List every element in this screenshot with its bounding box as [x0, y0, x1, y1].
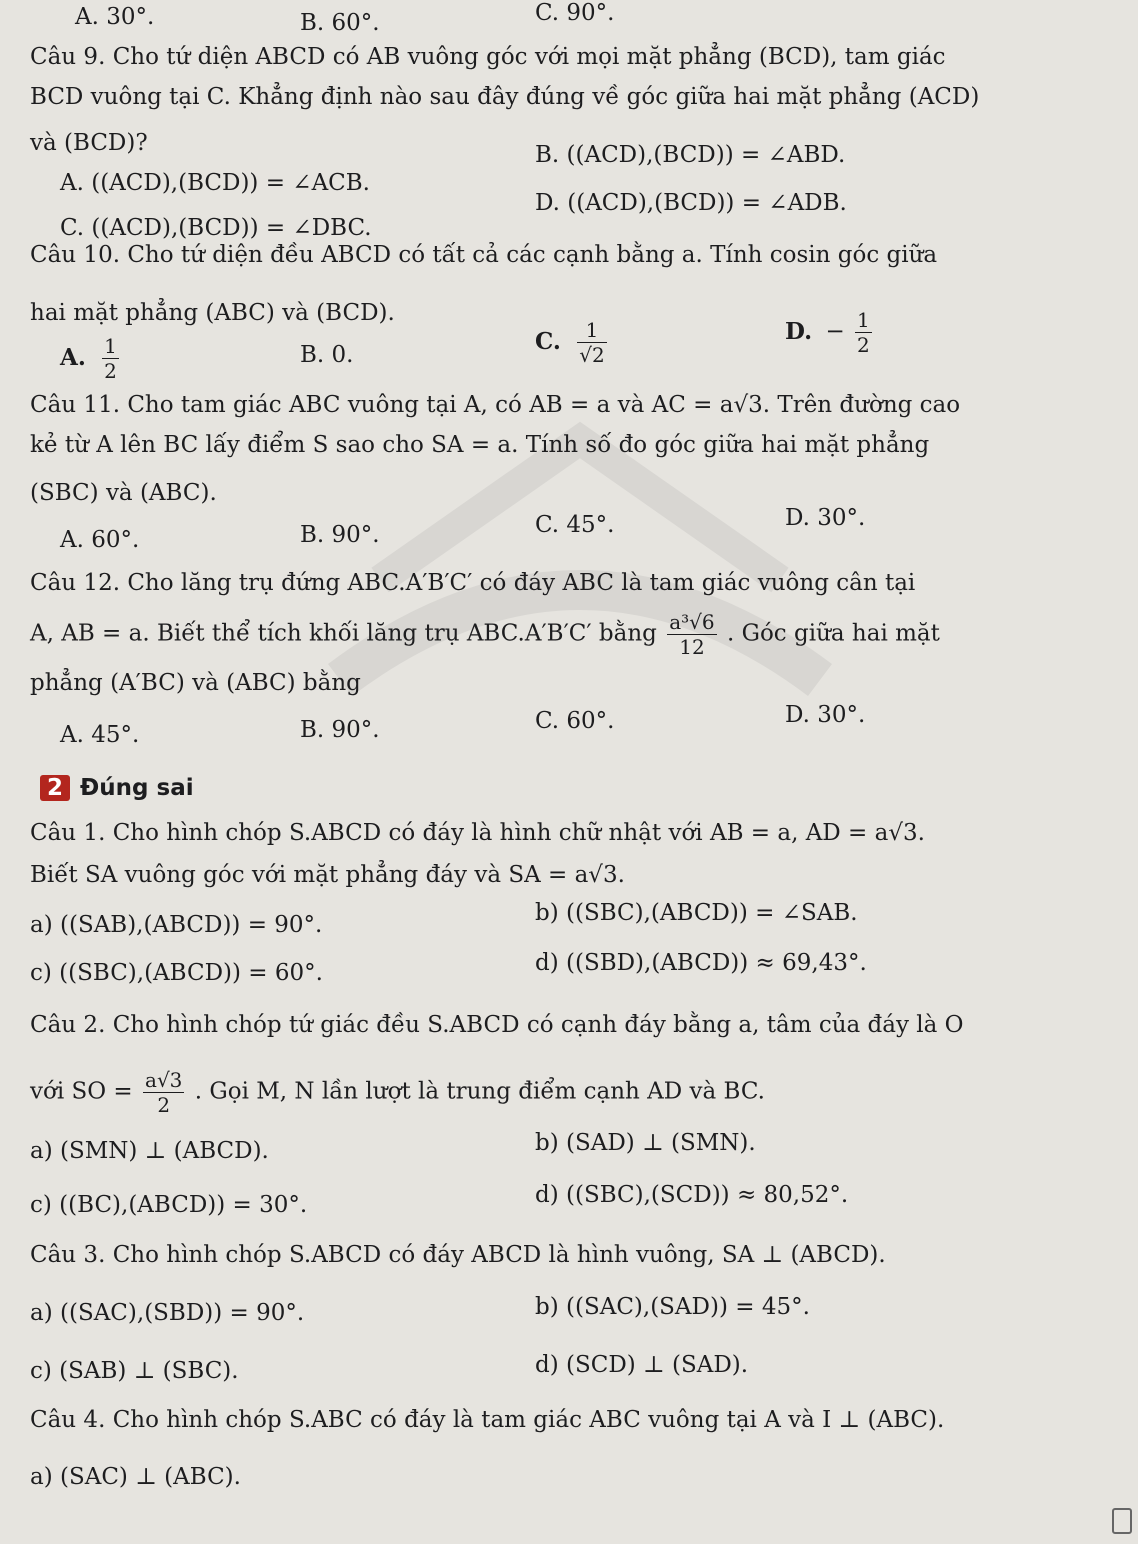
q10-option-d-sign: − — [825, 318, 845, 345]
p2-statement-b: b) (SAD) ⊥ (SMN). — [535, 1130, 756, 1156]
p3-line-1: Câu 3. Cho hình chóp S.ABCD có đáy ABCD là hình vuông, SA ⊥ (ABCD). — [30, 1242, 886, 1268]
q12-volume-fraction — [667, 612, 716, 657]
section-title: Đúng sai — [80, 775, 194, 801]
p1-statement-c: c) ((SBC),(ABCD)) = 60°. — [30, 960, 323, 986]
q10-option-a-label: A. — [60, 343, 86, 371]
fraction-numerator: a√3 — [145, 1068, 183, 1092]
q10-line-2: hai mặt phẳng (ABC) và (BCD). — [30, 300, 395, 326]
q8-option-b: B. 60°. — [300, 10, 380, 36]
p4-statement-a: a) (SAC) ⊥ (ABC). — [30, 1464, 241, 1490]
p1-statement-a: a) ((SAB),(ABCD)) = 90°. — [30, 912, 323, 938]
q11-line-1: Câu 11. Cho tam giác ABC vuông tại A, có AB = a và AC = a√3. Trên đường cao — [30, 392, 961, 418]
q10-option-a-fraction — [102, 336, 119, 381]
p2-statement-d: d) ((SBC),(SCD)) ≈ 80,52°. — [535, 1182, 849, 1208]
fraction-denominator: 2 — [104, 359, 117, 383]
q12-line-3: phẳng (A′BC) và (ABC) bằng — [30, 670, 361, 696]
q10-option-d-fraction — [855, 310, 872, 355]
p2-statement-c: c) ((BC),(ABCD)) = 30°. — [30, 1192, 308, 1218]
fraction-denominator: 2 — [157, 1093, 171, 1117]
q11-option-a: A. 60°. — [60, 527, 140, 553]
p3-statement-c: c) (SAB) ⊥ (SBC). — [30, 1358, 239, 1384]
q9-option-c: C. ((ACD),(BCD)) = ∠DBC. — [60, 215, 372, 241]
q9-option-b: B. ((ACD),(BCD)) = ∠ABD. — [535, 142, 846, 168]
q8-option-a: A. 30°. — [75, 4, 155, 30]
p3-statement-b: b) ((SAC),(SAD)) = 45°. — [535, 1294, 810, 1320]
p3-statement-d: d) (SCD) ⊥ (SAD). — [535, 1352, 749, 1378]
q11-option-b: B. 90°. — [300, 522, 380, 548]
q11-option-c: C. 45°. — [535, 512, 615, 538]
q12-line-2-text-end: . Góc giữa hai mặt — [726, 620, 940, 647]
q9-line-2: BCD vuông tại C. Khẳng định nào sau đây đúng về góc giữa hai mặt phẳng (ACD) — [30, 84, 980, 110]
q12-line-1: Câu 12. Cho lăng trụ đứng ABC.A′B′C′ có đáy ABC là tam giác vuông cân tại — [30, 570, 916, 596]
q10-option-c-fraction — [577, 320, 606, 365]
fraction-numerator: 1 — [104, 334, 117, 358]
scan-icon — [1112, 1508, 1132, 1534]
fraction-numerator: a³√6 — [669, 610, 715, 634]
p2-so-fraction — [143, 1070, 184, 1115]
p2-line-2-text: với SO = — [30, 1078, 133, 1105]
q9-option-a: A. ((ACD),(BCD)) = ∠ACB. — [60, 170, 370, 196]
fraction-denominator: 12 — [679, 635, 705, 659]
q9-option-d: D. ((ACD),(BCD)) = ∠ADB. — [535, 190, 847, 216]
q10-option-c — [535, 320, 610, 365]
p1-line-1: Câu 1. Cho hình chóp S.ABCD có đáy là hình chữ nhật với AB = a, AD = a√3. — [30, 820, 925, 846]
q8-option-c: C. 90°. — [535, 0, 615, 26]
section-header — [40, 775, 194, 801]
p1-statement-d: d) ((SBD),(ABCD)) ≈ 69,43°. — [535, 950, 867, 976]
q12-option-c: C. 60°. — [535, 708, 615, 734]
p1-statement-b: b) ((SBC),(ABCD)) = ∠SAB. — [535, 900, 858, 926]
q9-line-3: và (BCD)? — [30, 130, 148, 156]
q9-line-1: Câu 9. Cho tứ diện ABCD có AB vuông góc với mọi mặt phẳng (BCD), tam giác — [30, 44, 946, 70]
q10-option-d-label: D. — [785, 317, 813, 345]
q12-option-d: D. 30°. — [785, 702, 866, 728]
q12-line-2-text: A, AB = a. Biết thể tích khối lăng trụ ABC.A′B′C′ bằng — [30, 620, 657, 647]
p2-line-2-text-end: . Gọi M, N lần lượt là trung điểm cạnh AD và BC. — [194, 1078, 765, 1105]
q10-option-d — [785, 310, 875, 355]
p2-line-2 — [30, 1070, 765, 1115]
fraction-denominator: √2 — [579, 343, 605, 367]
q10-option-c-label: C. — [535, 327, 561, 355]
q11-line-3: (SBC) và (ABC). — [30, 480, 217, 506]
p2-statement-a: a) (SMN) ⊥ (ABCD). — [30, 1138, 269, 1164]
p3-statement-a: a) ((SAC),(SBD)) = 90°. — [30, 1300, 305, 1326]
q12-line-2 — [30, 612, 940, 657]
q10-option-b: B. 0. — [300, 342, 354, 368]
q12-option-a: A. 45°. — [60, 722, 140, 748]
q10-option-a — [60, 336, 122, 381]
p2-line-1: Câu 2. Cho hình chóp tứ giác đều S.ABCD có cạnh đáy bằng a, tâm của đáy là O — [30, 1012, 964, 1038]
p1-line-2: Biết SA vuông góc với mặt phẳng đáy và SA = a√3. — [30, 862, 625, 888]
section-number-badge: 2 — [40, 775, 70, 801]
q11-line-2: kẻ từ A lên BC lấy điểm S sao cho SA = a. Tính số đo góc giữa hai mặt phẳng — [30, 432, 930, 458]
q12-option-b: B. 90°. — [300, 717, 380, 743]
fraction-numerator: 1 — [577, 320, 606, 343]
fraction-denominator: 2 — [857, 333, 870, 357]
q10-line-1: Câu 10. Cho tứ diện đều ABCD có tất cả các cạnh bằng a. Tính cosin góc giữa — [30, 242, 938, 268]
p4-line-1: Câu 4. Cho hình chóp S.ABC có đáy là tam giác ABC vuông tại A và I ⊥ (ABC). — [30, 1407, 945, 1433]
q11-option-d: D. 30°. — [785, 505, 866, 531]
fraction-numerator: 1 — [857, 308, 870, 332]
